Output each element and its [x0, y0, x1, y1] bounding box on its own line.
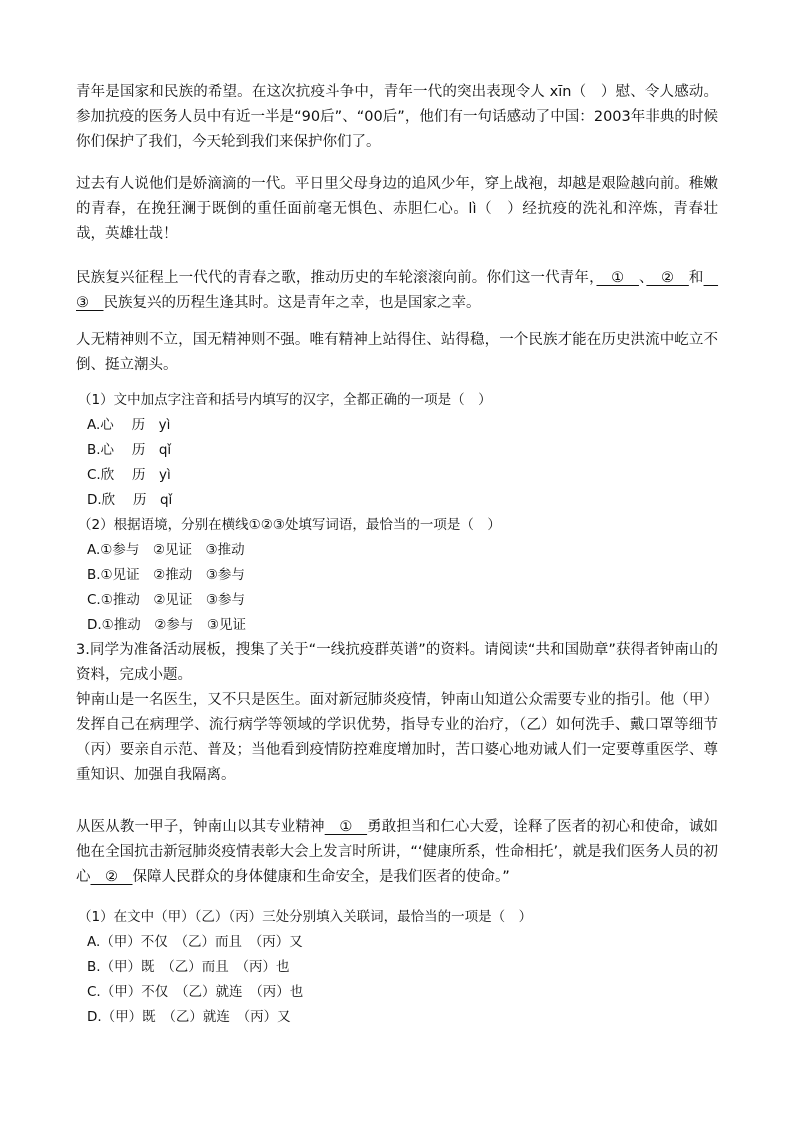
blank-2: ② — [90, 869, 133, 885]
question-3-option-c: C.（甲）不仅 （乙）就连 （丙）也 — [87, 984, 304, 1000]
question-3-option-d: D.（甲）既 （乙）就连 （丙）又 — [87, 1009, 291, 1025]
item-3-intro: 3.同学为准备活动展板，搜集了关于“一线抗疫群英谱”的资料。请阅读“共和国勋章”获得者钟南山的资料，完成小题。 — [76, 642, 718, 683]
question-1-option-a: A.心 历 yì — [87, 417, 171, 433]
blank-1: ① — [596, 270, 639, 286]
question-1-stem: （1）文中加点字注音和括号内填写的汉字，全都正确的一项是（ ） — [78, 392, 492, 408]
passage-paragraph-4: 人无精神则不立，国无精神则不强。唯有精神上站得住、站得稳，一个民族才能在历史洪流中屹立不倒、挺立潮头。 — [76, 332, 718, 373]
question-1-option-d: D.欣 历 qǐ — [87, 492, 173, 508]
question-2-option-b: B.①见证 ②推动 ③参与 — [87, 567, 245, 583]
question-1-option-c: C.欣 历 yì — [87, 467, 171, 483]
paragraph-text: 勇敢担当和仁心大爱，诠释了医者的初心和使命，诚如他在全国抗击新冠肺炎疫情表彰大会上发言时所讲，“‘健康所系，性命相托’，就是我们医务人员的初心 — [76, 819, 719, 885]
passage-paragraph-2: 过去有人说他们是娇滴滴的一代。平日里父母身边的追风少年，穿上战袍，却越是艰险越向前。稚嫩的青春，在挽狂澜于既倒的重任面前毫无惧色、赤胆仁心。lì（ ）经抗疫的洗礼和淬炼，青春壮哉，英雄壮哉！ — [76, 176, 718, 242]
blank-2: ② — [646, 270, 689, 286]
question-3-option-b: B.（甲）既 （乙）而且 （丙）也 — [87, 959, 290, 975]
blank-3: ③ — [76, 270, 719, 311]
item-3-paragraph-2 — [76, 815, 718, 890]
question-3-stem: （1）在文中（甲）（乙）（丙）三处分别填入关联词，最恰当的一项是（ ） — [78, 909, 533, 925]
paragraph-text: 民族复兴的历程生逢其时。这是青年之幸，也是国家之幸。 — [103, 295, 481, 311]
question-2-option-d: D.①推动 ②参与 ③见证 — [87, 617, 246, 633]
question-2-option-c: C.①推动 ②见证 ③参与 — [87, 592, 246, 608]
question-2-stem: （2）根据语境，分别在横线①②③处填写词语，最恰当的一项是（ ） — [78, 517, 501, 533]
question-2-option-a: A.①参与 ②见证 ③推动 — [87, 542, 245, 558]
question-1-option-b: B.心 历 qǐ — [87, 442, 172, 458]
paragraph-text: 从医从教一甲子，钟南山以其专业精神 — [76, 819, 325, 835]
passage-paragraph-1: 青年是国家和民族的希望。在这次抗疫斗争中，青年一代的突出表现令人 xīn（ ）慰、令人感动。参加抗疫的医务人员中有近一半是“90后”、“00后”，他们有一句话感动了中国：2003年非典的时候你们保护了我们，今天轮到我们来保护你们了。 — [76, 84, 718, 150]
passage-paragraph-3 — [76, 266, 718, 316]
question-3-option-a: A.（甲）不仅 （乙）而且 （丙）又 — [87, 934, 303, 950]
separator: 和 — [688, 270, 704, 286]
paragraph-text: 民族复兴征程上一代代的青春之歌，推动历史的车轮滚滚向前。你们这一代青年， — [76, 270, 597, 286]
blank-1: ① — [324, 819, 368, 835]
item-3-paragraph-1: 钟南山是一名医生，又不只是医生。面对新冠肺炎疫情，钟南山知道公众需要专业的指引。他（甲）发挥自己在病理学、流行病学等领域的学识优势，指导专业的治疗，（乙）如何洗手、戴口罩等细节（丙）要亲自示范、普及；当他看到疫情防控难度增加时，苦口婆心地劝诫人们一定要尊重医学、尊重知识、加强自我隔离。 — [76, 692, 718, 783]
paragraph-text: 保障人民群众的身体健康和生命安全，是我们医者的使命。” — [132, 869, 510, 885]
separator: 、 — [638, 270, 647, 286]
